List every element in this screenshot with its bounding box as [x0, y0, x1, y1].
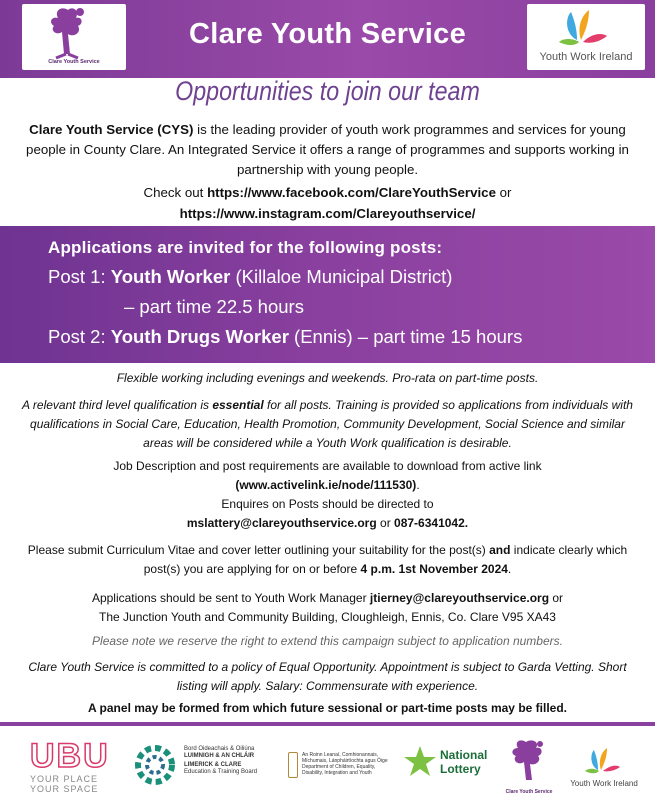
send-address: The Junction Youth and Community Building, Cloughleigh, Ennis, Co. Clare V95 XA43	[99, 610, 556, 624]
jobdesc-line3: Enquires on Posts should be directed to	[221, 497, 434, 511]
ywi-caption: Youth Work Ireland	[570, 779, 638, 788]
send-email[interactable]: jtierney@clareyouthservice.org	[369, 591, 550, 605]
reserve-note: Please note we reserve the right to extend this campaign subject to application numbers.	[92, 634, 563, 648]
intro-text: is the leading provider of youth work programmes and services for young people in County Clare. An Integrated Service it offers a range of programmes and supports working in partnership with young people.	[26, 122, 629, 177]
leaves-logo-icon	[562, 744, 646, 774]
figure-logo-icon	[502, 738, 556, 784]
contact-email[interactable]: mslattery@clareyouthservice.org	[186, 516, 377, 530]
ubu-letters: UBU	[30, 737, 110, 775]
equal-opportunity: Clare Youth Service is committed to a policy of Equal Opportunity. Appointment is subject to Garda Vetting. Short listing will apply. Salary: Commensurate with experience.	[28, 660, 627, 693]
post-2-rest: (Ennis) – part time 15 hours	[288, 326, 523, 347]
clare-youth-service-footer-logo	[502, 738, 556, 796]
ubu-tag1: YOUR PLACE	[30, 774, 99, 784]
etb-line2: LUIMNIGH & AN CHLÁIR	[184, 753, 255, 759]
instagram-link[interactable]: https://www.instagram.com/Clareyouthservice/	[179, 206, 476, 221]
youth-work-ireland-footer-logo	[562, 744, 646, 790]
activelink-link[interactable]: (www.activelink.ie/node/111530)	[235, 478, 417, 492]
youth-work-ireland-logo	[527, 4, 645, 70]
header-banner	[0, 0, 655, 78]
checkout-or: or	[495, 185, 512, 200]
jobdesc-link-line	[10, 476, 645, 495]
post-1-role: Youth Worker	[110, 266, 231, 287]
checkout-prefix: Check out	[143, 185, 208, 200]
contact-or: or	[376, 516, 395, 530]
submit-paragraph	[25, 541, 630, 579]
lottery-line2: Lottery	[440, 762, 481, 776]
flexible-note: Flexible working including evenings and weekends. Pro-rata on part-time posts.	[116, 371, 539, 385]
post-1-prefix: Post 1:	[48, 266, 111, 287]
lottery-line1: National	[440, 748, 488, 762]
post-2	[48, 326, 522, 348]
submit-deadline: 4 p.m. 1st November 2024	[360, 562, 508, 576]
harp-icon	[288, 752, 298, 778]
etb-line4: Education & Training Board	[184, 769, 258, 775]
post-2-role: Youth Drugs Worker	[110, 326, 289, 347]
qual-c: for all posts. Training is provided so applications from individuals with qualifications in Social Care, Education, Health Promotion, Community Development, Social Science and similar areas will be considered while a Youth Work qualification is desirable.	[30, 398, 633, 450]
ubu-tag2: YOUR SPACE	[30, 784, 99, 794]
etb-line3: LIMERICK & CLARE	[184, 762, 242, 768]
cys-caption: Clare Youth Service	[505, 789, 553, 795]
qual-essential: essential	[212, 398, 264, 412]
post-1-place: (Killaloe Municipal District)	[230, 266, 453, 287]
intro-bold: Clare Youth Service (CYS)	[29, 122, 194, 137]
logo-caption: Clare Youth Service	[48, 59, 100, 65]
dept-line1: An Roinn Leanaí, Comhionannais,	[302, 752, 379, 758]
jobdesc-link-tail: .	[416, 478, 420, 492]
page-title: Clare Youth Service	[188, 18, 467, 50]
dept-line4: Disability, Integration and Youth	[302, 770, 372, 776]
submit-a: Please submit Curriculum Vitae and cover letter outlining your suitability for the post(s)	[27, 543, 490, 557]
send-or: or	[549, 591, 564, 605]
jobdesc-contact	[10, 514, 645, 533]
star-icon	[402, 744, 438, 780]
post-1	[48, 266, 452, 288]
dept-line2: Míchumais, Lánpháirtíochta agus Óige	[302, 758, 388, 764]
submit-and: and	[489, 543, 511, 557]
social-links	[20, 182, 635, 224]
post-1-hours: – part time 22.5 hours	[124, 296, 304, 317]
etb-line1: Bord Oideachais & Oiliúna	[184, 746, 255, 752]
submit-c: indicate clearly which post(s) you are applying for on or before	[143, 543, 628, 576]
logo-caption: Youth Work Ireland	[539, 51, 633, 63]
contact-phone: 087-6341042.	[394, 516, 469, 530]
submit-d: .	[507, 562, 512, 576]
swirl-icon	[132, 742, 178, 788]
post-2-prefix: Post 2:	[48, 326, 111, 347]
posts-lead: Applications are invited for the following posts:	[48, 238, 443, 257]
send-a: Applications should be sent to Youth Work Manager	[91, 591, 370, 605]
send-line1	[10, 589, 645, 608]
intro-paragraph	[20, 120, 635, 180]
ubu-logo	[30, 738, 122, 796]
footer-divider	[0, 722, 655, 726]
qualification-paragraph	[20, 396, 635, 453]
dept-line3: Department of Children, Equality,	[302, 764, 376, 770]
qual-a: A relevant third level qualification is	[22, 398, 213, 412]
national-lottery-logo	[402, 740, 498, 786]
facebook-link[interactable]: https://www.facebook.com/ClareYouthService	[207, 185, 496, 200]
send-paragraph	[10, 589, 645, 627]
posts-banner	[0, 226, 655, 363]
panel-note: A panel may be formed from which future sessional or part-time posts may be filled.	[88, 701, 567, 715]
job-description	[10, 457, 645, 533]
leaves-logo-icon	[527, 4, 645, 50]
jobdesc-line1: Job Description and post requirements are available to download from active link	[113, 459, 542, 473]
department-logo	[288, 748, 394, 788]
etb-logo	[132, 740, 282, 790]
subtitle: Opportunities to join our team	[175, 76, 480, 106]
